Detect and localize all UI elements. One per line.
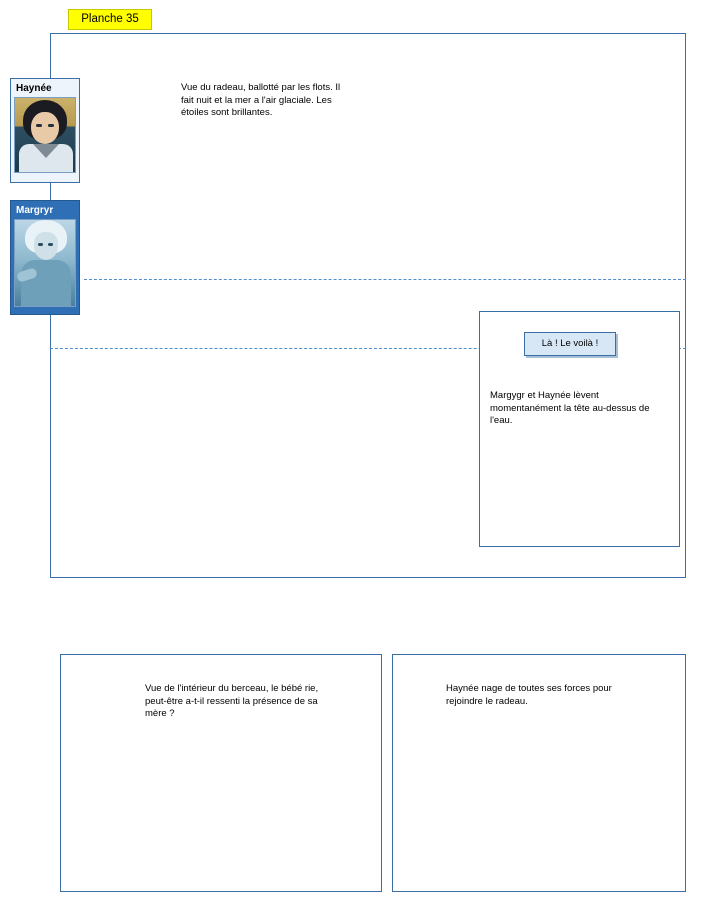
panel-divider-dashed-upper [84, 279, 686, 280]
planche-number-badge: Planche 35 [68, 9, 152, 30]
panel-top-description: Vue du radeau, ballotté par les flots. Il fait nuit et la mer a l'air glaciale. Les étoiles sont brillantes. [181, 82, 341, 118]
haynee-portrait-icon [14, 97, 76, 173]
portrait-face-shape [31, 112, 59, 144]
panel-bottom-right-description: Haynée nage de toutes ses forces pour rejoindre le radeau. [446, 683, 612, 707]
margryr-portrait-icon [14, 219, 76, 307]
portrait-eye-left-shape [36, 124, 42, 127]
panel-bottom-left-description: Vue de l'intérieur du berceau, le bébé rie, peut-être a-t-il ressenti la présence de sa mère ? [145, 683, 319, 719]
speech-bubble: Là ! Le voilà ! [524, 332, 616, 356]
character-card-margryr[interactable] [10, 200, 80, 315]
subpanel-inner-description: Margygr et Haynée lèvent momentanément la tête au-dessus de l'eau. [490, 390, 650, 426]
portrait-face-shape [34, 232, 58, 260]
portrait-eye-left-shape [38, 243, 43, 246]
portrait-eye-right-shape [48, 124, 54, 127]
portrait-body-shape [21, 260, 71, 307]
character-name-label: Haynée [16, 83, 52, 94]
portrait-eye-right-shape [48, 243, 53, 246]
character-name-label: Margryr [16, 205, 54, 216]
character-card-haynee[interactable] [10, 78, 80, 183]
